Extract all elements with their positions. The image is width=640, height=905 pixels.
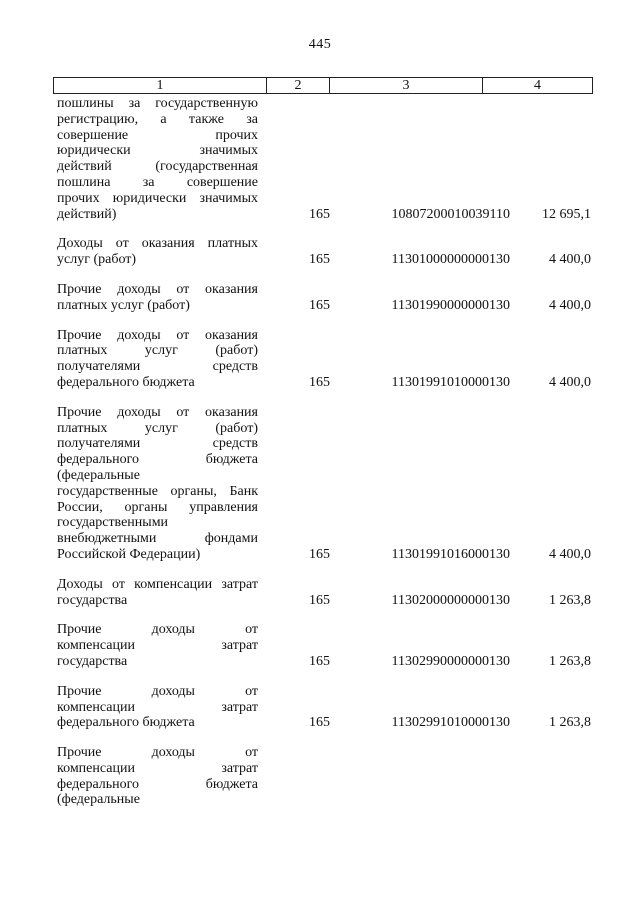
- header-col-3: 3: [330, 78, 483, 93]
- row-amount: 1 263,8: [549, 592, 591, 608]
- description-line: Прочие доходы от оказания: [57, 404, 258, 420]
- row-description: [53, 328, 258, 391]
- row-amount: 1 263,8: [549, 715, 591, 731]
- row-amount: 4 400,0: [549, 546, 591, 562]
- row-classification-code: 11302990000000130: [391, 653, 510, 669]
- row-amount: 1 263,8: [549, 653, 591, 669]
- table-body: [53, 96, 593, 822]
- description-line: платных услуг (работ): [57, 297, 190, 313]
- page-number: 445: [308, 37, 332, 52]
- description-line: юридически значимых: [57, 143, 258, 159]
- row-classification-code: 11301991010000130: [391, 374, 510, 390]
- row-admin-code: 165: [309, 715, 330, 731]
- description-line: Прочие доходы от: [57, 622, 258, 638]
- description-line: действий (государственная: [57, 159, 258, 175]
- row-description: [53, 236, 258, 268]
- row-admin-code: 165: [309, 653, 330, 669]
- description-line: компенсации затрат: [57, 760, 258, 776]
- description-line: Российской Федерации): [57, 546, 201, 562]
- description-line: компенсации затрат: [57, 638, 258, 654]
- description-line: компенсации затрат: [57, 699, 258, 715]
- table-header: [53, 77, 593, 94]
- table-row: [53, 577, 593, 609]
- row-description: [53, 96, 258, 222]
- row-classification-code: 11302000000000130: [391, 592, 510, 608]
- description-line: услуг (работ): [57, 252, 137, 268]
- row-classification-code: 11301000000000130: [391, 252, 510, 268]
- row-description: [53, 745, 258, 808]
- description-line: совершение прочих: [57, 127, 258, 143]
- description-line: Доходы от оказания платных: [57, 236, 258, 252]
- table-row: [53, 328, 593, 391]
- row-amount: 12 695,1: [542, 206, 591, 222]
- row-admin-code: 165: [309, 592, 330, 608]
- row-classification-code: 10807200010039110: [391, 206, 510, 222]
- description-line: Прочие доходы от оказания: [57, 327, 258, 343]
- description-line: (федеральные: [57, 467, 140, 483]
- description-line: получателями средств: [57, 359, 258, 375]
- table-row: [53, 745, 593, 808]
- description-line: получателями средств: [57, 436, 258, 452]
- table-row: [53, 622, 593, 669]
- description-line: Прочие доходы от: [57, 745, 258, 761]
- row-description: [53, 577, 258, 609]
- description-line: внебюджетными фондами: [57, 531, 258, 547]
- row-amount: 4 400,0: [549, 374, 591, 390]
- header-col-1: 1: [54, 78, 267, 93]
- description-line: Прочие доходы от оказания: [57, 281, 258, 297]
- description-line: федерального бюджета: [57, 776, 258, 792]
- description-line: платных услуг (работ): [57, 420, 258, 436]
- description-line: Прочие доходы от: [57, 683, 258, 699]
- table-row: [53, 405, 593, 563]
- row-admin-code: 165: [309, 206, 330, 222]
- row-admin-code: 165: [309, 374, 330, 390]
- description-line: государственными: [57, 515, 169, 531]
- row-classification-code: 11301991016000130: [391, 546, 510, 562]
- description-line: платных услуг (работ): [57, 343, 258, 359]
- row-admin-code: 165: [309, 297, 330, 313]
- description-line: государства: [57, 592, 128, 608]
- row-description: [53, 405, 258, 563]
- description-line: пошлина за совершение: [57, 174, 258, 190]
- description-line: (федеральные: [57, 792, 140, 808]
- description-line: прочих юридически значимых: [57, 190, 258, 206]
- table-row: [53, 96, 593, 222]
- row-classification-code: 11302991010000130: [391, 715, 510, 731]
- header-col-2: 2: [267, 78, 330, 93]
- table-row: [53, 282, 593, 314]
- table-row: [53, 684, 593, 731]
- row-admin-code: 165: [309, 252, 330, 268]
- row-amount: 4 400,0: [549, 297, 591, 313]
- table-row: [53, 236, 593, 268]
- description-line: Доходы от компенсации затрат: [57, 576, 258, 592]
- row-description: [53, 282, 258, 314]
- description-line: России, органы управления: [57, 499, 258, 515]
- row-admin-code: 165: [309, 546, 330, 562]
- description-line: регистрацию, а также за: [57, 111, 258, 127]
- row-classification-code: 11301990000000130: [391, 297, 510, 313]
- description-line: действий): [57, 206, 117, 222]
- description-line: государства: [57, 653, 128, 669]
- row-description: [53, 684, 258, 731]
- description-line: государственные органы, Банк: [57, 483, 258, 499]
- description-line: пошлины за государственную: [57, 96, 258, 111]
- description-line: федерального бюджета: [57, 715, 195, 731]
- description-line: федерального бюджета: [57, 374, 195, 390]
- header-col-4: 4: [534, 78, 541, 93]
- row-amount: 4 400,0: [549, 252, 591, 268]
- row-description: [53, 622, 258, 669]
- description-line: федерального бюджета: [57, 452, 258, 468]
